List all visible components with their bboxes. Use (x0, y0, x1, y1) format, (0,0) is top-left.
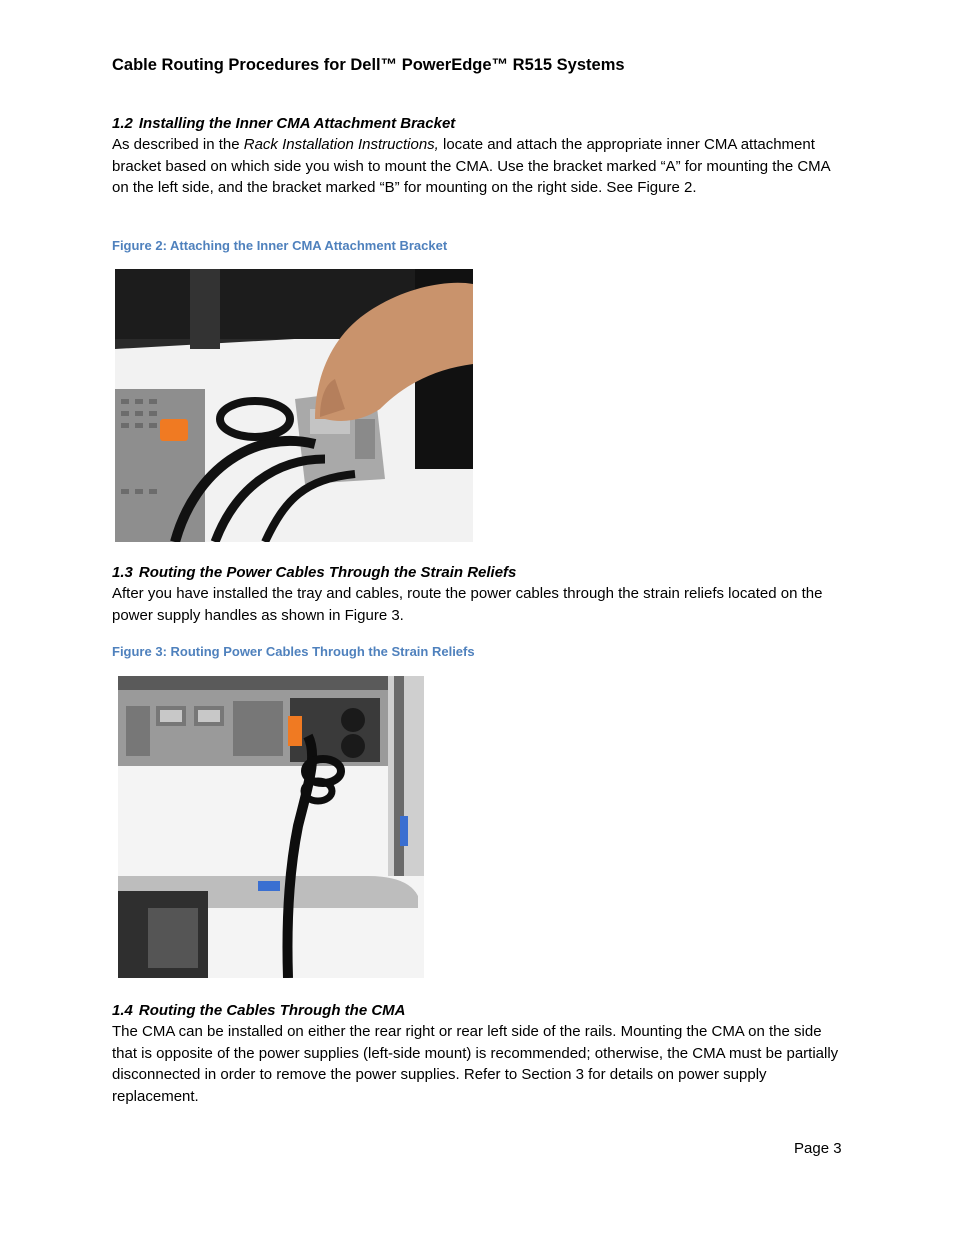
section-1-2-heading (112, 115, 455, 132)
section-title: Routing the Power Cables Through the Strain Reliefs (138, 564, 517, 581)
section-number: 1.4 (112, 1002, 133, 1019)
figure-3-caption: Figure 3: Routing Power Cables Through the Strain Reliefs (112, 644, 475, 659)
body-text-prefix: As described in the (112, 136, 244, 153)
section-1-3-body: After you have installed the tray and cables, route the power cables through the strain reliefs located on the power supply handles as shown in Figure 3. (112, 585, 823, 624)
section-title: Routing the Cables Through the CMA (138, 1002, 406, 1019)
section-number: 1.2 (112, 115, 133, 132)
body-text-suffix: locate and attach the appropriate inner CMA attachment bracket based on which side you wish to mount the CMA. Use the bracket marked “A” for mounting the CMA on the left side, and the bracket marked “B” for mounting on the right side. See Figure 2. (112, 136, 830, 197)
section-number: 1.3 (112, 564, 133, 581)
section-1-4-heading (112, 1002, 406, 1019)
section-1-3-heading (112, 564, 516, 581)
section-1-2-body (112, 134, 844, 199)
page-number: Page 3 (794, 1140, 842, 1157)
figure-2-photo (115, 269, 473, 542)
section-1-4-body: The CMA can be installed on either the rear right or rear left side of the rails. Mounting the CMA on the side that is opposite of the power supplies (left-side mount) is recommended; otherwise, the CMA must be partially disconnected in order to remove the power supplies. Refer to Section 3 for details on power supply replacement. (112, 1023, 839, 1106)
figure-2-caption: Figure 2: Attaching the Inner CMA Attachment Bracket (112, 238, 448, 253)
rack-instructions-reference: Rack Installation Instructions, (243, 136, 439, 153)
section-title: Installing the Inner CMA Attachment Bracket (138, 115, 456, 132)
document-header-title: Cable Routing Procedures for Dell™ PowerEdge™ R515 Systems (112, 56, 625, 74)
figure-3-photo (118, 676, 424, 978)
